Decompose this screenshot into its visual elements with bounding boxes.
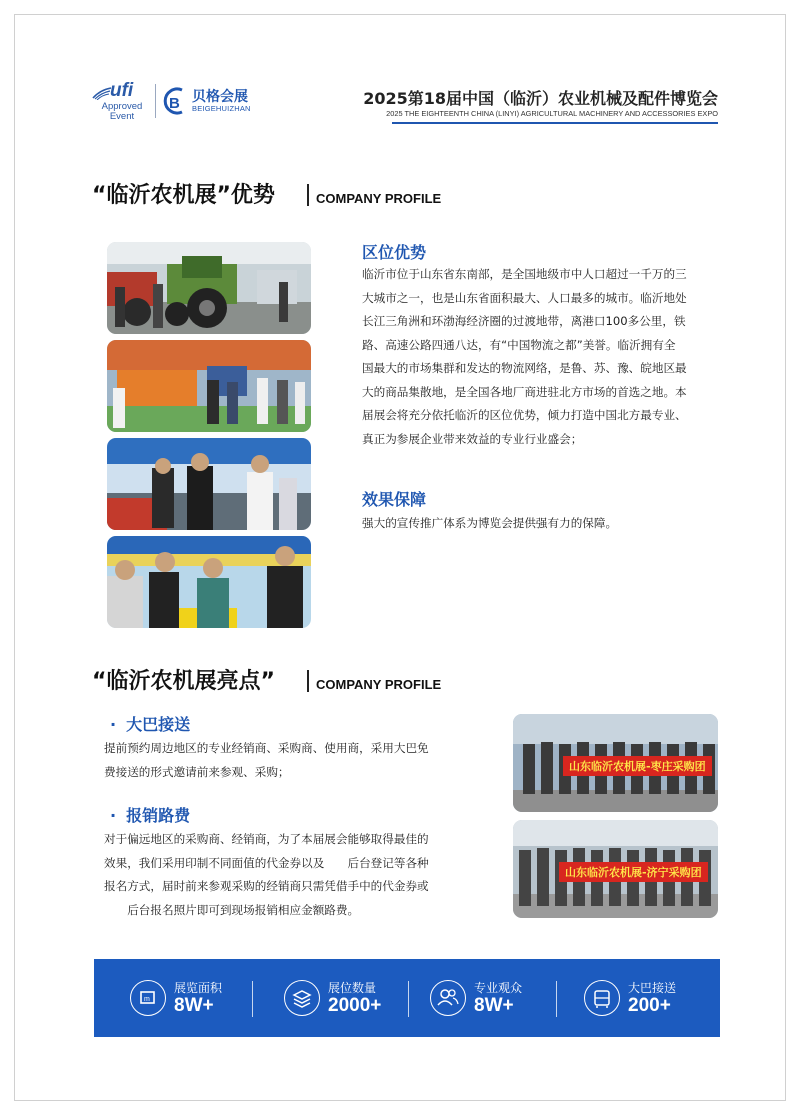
text-line: 大城市之一，也是山东省面积最大、人口最多的城市。临沂地处 — [362, 290, 687, 305]
text-line: 报名方式，届时前来参观采购的经销商只需凭借手中的代金券或 — [104, 879, 429, 893]
bus-service-text — [104, 737, 484, 784]
ufi-wordmark: ufi — [110, 80, 134, 101]
text-line: 效果，我们采用印制不同面值的代金券以及 后台登记等各种 — [104, 855, 429, 870]
text-line: 真正为参展企业带来效益的专业行业盛会； — [362, 431, 583, 446]
organizer-name-en: BEIGEHUIZHAN — [192, 104, 251, 113]
svg-text:m: m — [144, 996, 150, 1003]
beige-logo-icon — [160, 84, 190, 118]
logo-divider — [155, 84, 156, 118]
expo-title: 2025第18届中国（临沂）农业机械及配件博览会 — [363, 89, 718, 108]
photo-zaozhuang-group — [513, 714, 718, 812]
text-line: 大的商品集散地，是全国各地厂商进驻北方市场的首选之地。本 — [362, 384, 687, 399]
photo-jining-group — [513, 820, 718, 918]
location-advantage-heading: 区位优势 — [362, 243, 427, 262]
heading-separator — [307, 184, 309, 206]
area-icon — [130, 980, 166, 1016]
text-line: 费接送的形式邀请前来参观、采购； — [104, 764, 290, 779]
text-line: 国最大的市场集群和发达的物流网络，是鲁、苏、豫、皖地区最 — [362, 361, 687, 375]
location-advantage-text — [362, 263, 732, 451]
text-line: 长江三角洲和环渤海经济圈的过渡地带，离港口100多公里，铁 — [362, 314, 686, 328]
text-line: 提前预约周边地区的专业经销商、采购商、使用商，采用大巴免 — [104, 741, 429, 755]
group-banner-zaozhuang: 山东临沂农机展-枣庄采购团 — [563, 756, 712, 776]
photo-visitors-talking — [107, 438, 311, 530]
text-line: 后台报名照片即可到现场报销相应金额路费。 — [104, 902, 360, 917]
stat-divider — [252, 981, 253, 1017]
stat-divider — [408, 981, 409, 1017]
organizer-logo — [160, 84, 260, 118]
organizer-name-cn: 贝格会展 — [192, 89, 248, 105]
text-line: 对于偏远地区的采购商、经销商，为了本届展会能够取得最佳的 — [104, 832, 429, 846]
expo-subtitle: 2025 THE EIGHTEENTH CHINA (LINYI) AGRICULTURAL MACHINERY AND ACCESSORIES EXPO — [386, 109, 718, 118]
header-underline — [392, 122, 718, 124]
bus-service-heading: · 大巴接送 — [110, 715, 191, 734]
bullet-icon: · — [110, 806, 117, 825]
effect-guarantee-text: 强大的宣传推广体系为博览会提供强有力的保障。 — [362, 516, 618, 530]
section-title: “临沂农机展”优势 — [92, 183, 275, 208]
heading-separator — [307, 670, 309, 692]
photo-masked-visitors — [107, 536, 311, 628]
text-line: 临沂市位于山东省东南部，是全国地级市中人口超过一千万的三 — [362, 267, 687, 281]
stats-bar: m 展览面积 8W+ 展位数量 2000+ 专业观众 8W+ 大巴接送 200+ — [94, 959, 720, 1037]
travel-reimbursement-text — [104, 828, 484, 922]
audience-icon — [430, 980, 466, 1016]
bus-icon — [584, 980, 620, 1016]
text-line: 路、高速公路四通八达，有“中国物流之都”美誉。临沂拥有全 — [362, 337, 676, 352]
bullet-icon: · — [110, 715, 117, 734]
svg-text:B: B — [169, 95, 180, 112]
section-en-label: COMPANY PROFILE — [316, 677, 442, 692]
photo-machinery-booth — [107, 340, 311, 432]
section-en-label: COMPANY PROFILE — [316, 191, 442, 206]
photo-tractor-exhibit — [107, 242, 311, 334]
text-line: 届展会将充分依托临沂的区位优势，倾力打造中国北方最专业、 — [362, 408, 687, 422]
group-banner-jining: 山东临沂农机展-济宁采购团 — [559, 862, 708, 882]
stat-divider — [556, 981, 557, 1017]
ufi-logo — [92, 80, 152, 122]
ufi-approved-label: Approved Event — [101, 101, 143, 122]
effect-guarantee-heading: 效果保障 — [362, 490, 427, 509]
booth-layers-icon — [284, 980, 320, 1016]
section-title: “临沂农机展亮点” — [92, 669, 275, 694]
travel-reimbursement-heading: · 报销路费 — [110, 806, 191, 825]
ufi-swoosh-icon — [92, 86, 112, 100]
